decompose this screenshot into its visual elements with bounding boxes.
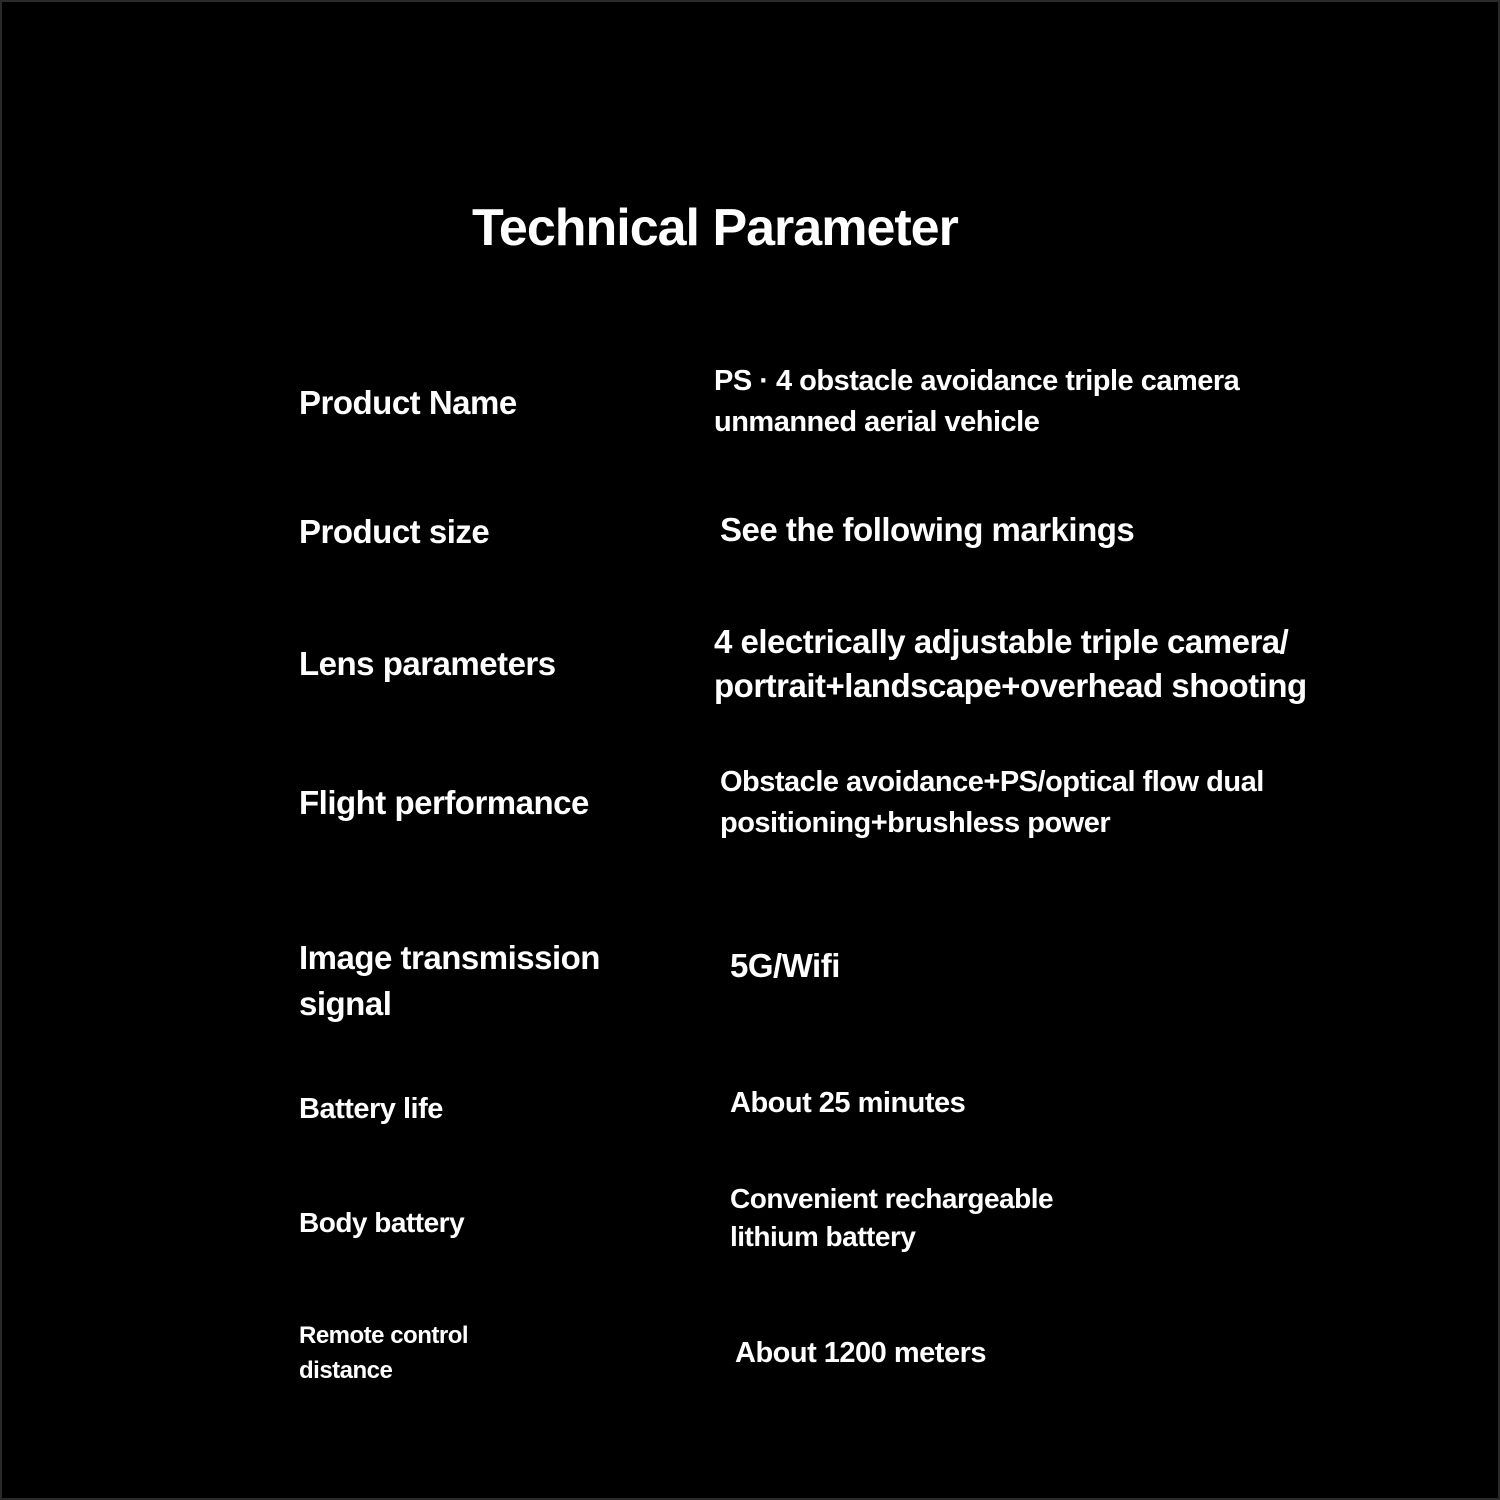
param-value-product-size: See the following markings (720, 511, 1135, 548)
param-value-product-name: PS · 4 obstacle avoidance triple camera unmanned aerial vehicle (714, 365, 1240, 438)
param-label-product-name: Product Name (299, 384, 517, 421)
param-value-remote-distance: About 1200 meters (735, 1337, 986, 1369)
param-value-battery-life: About 25 minutes (730, 1087, 966, 1119)
param-label-battery-life: Battery life (299, 1093, 443, 1125)
param-label-flight-performance: Flight performance (299, 784, 589, 821)
param-label-image-transmission: Image transmission signal (299, 939, 600, 1022)
param-value-flight-performance: Obstacle avoidance+PS/optical flow dual positioning+brushless power (720, 766, 1264, 839)
param-label-lens-parameters: Lens parameters (299, 645, 556, 682)
page-title: Technical Parameter (472, 199, 958, 257)
param-value-lens-parameters: 4 electrically adjustable triple camera/ portrait+landscape+overhead shooting (714, 623, 1307, 704)
param-value-body-battery: Convenient rechargeable lithium battery (730, 1183, 1054, 1252)
param-label-product-size: Product size (299, 513, 490, 550)
param-value-image-transmission: 5G/Wifi (730, 947, 840, 984)
param-label-body-battery: Body battery (299, 1207, 465, 1238)
param-label-remote-distance: Remote control distance (299, 1322, 469, 1384)
